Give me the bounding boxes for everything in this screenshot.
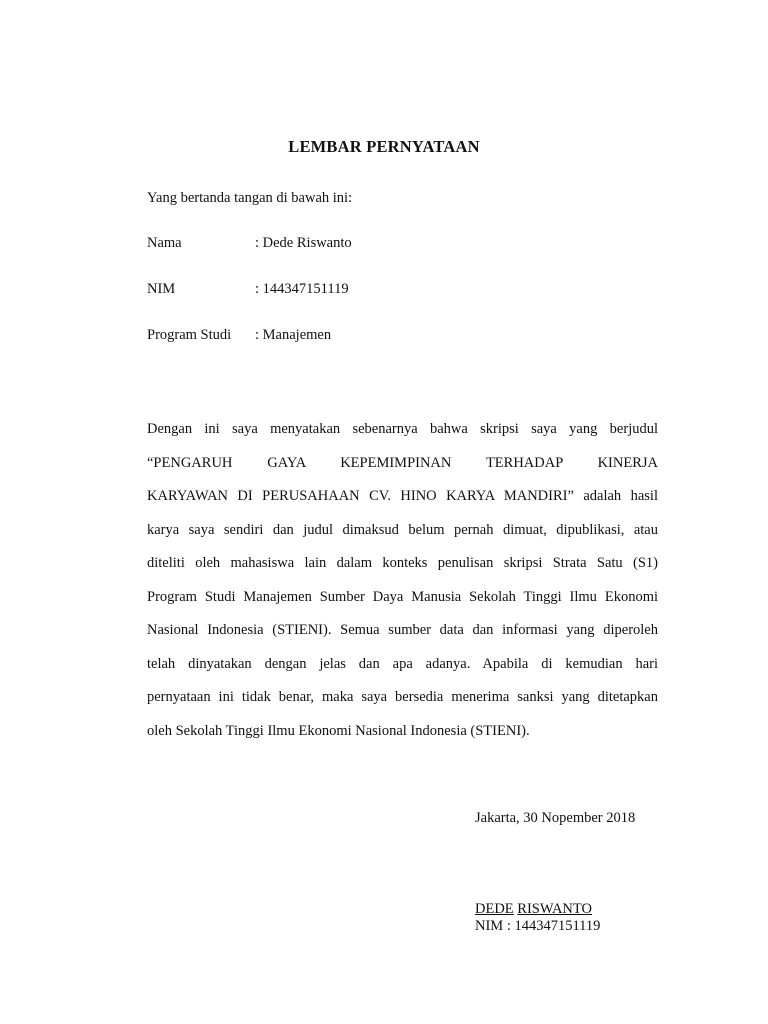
field-value-nim: : 144347151119: [255, 281, 349, 297]
document-title: LEMBAR PERNYATAAN: [288, 137, 480, 156]
statement-line: pernyataan ini tidak benar, maka saya bersedia menerima sanksi yang ditetapkan: [147, 689, 658, 705]
field-value-program-studi: : Manajemen: [255, 327, 332, 343]
statement-line: KARYAWAN DI PERUSAHAAN CV. HINO KARYA MANDIRI” adalah hasil: [147, 488, 658, 504]
statement-paragraph: [147, 413, 658, 748]
place-date: Jakarta, 30 Nopember 2018: [475, 810, 636, 826]
field-label-nim: NIM: [147, 281, 176, 297]
statement-line: Nasional Indonesia (STIENI). Semua sumber data dan informasi yang diperoleh: [147, 622, 658, 638]
statement-line: telah dinyatakan dengan jelas dan apa adanya. Apabila di kemudian hari: [147, 655, 658, 672]
statement-line: Dengan ini saya menyatakan sebenarnya bahwa skripsi saya yang berjudul: [147, 421, 658, 437]
signatory-first-name: DEDE: [475, 901, 514, 917]
statement-line: oleh Sekolah Tinggi Ilmu Ekonomi Nasional Indonesia (STIENI).: [147, 722, 530, 739]
signatory-name: [475, 901, 592, 918]
field-label-nama: Nama: [147, 235, 182, 251]
statement-line: Program Studi Manajemen Sumber Daya Manusia Sekolah Tinggi Ilmu Ekonomi: [147, 588, 658, 605]
statement-line: diteliti oleh mahasiswa lain dalam konteks penulisan skripsi Strata Satu (S1): [147, 555, 658, 571]
signatory-nim: NIM : 144347151119: [475, 918, 601, 934]
field-label-program-studi: Program Studi: [147, 327, 232, 343]
statement-line: karya saya sendiri dan judul dimaksud belum pernah dimuat, dipublikasi, atau: [147, 521, 658, 538]
statement-line: “PENGARUH GAYA KEPEMIMPINAN TERHADAP KINERJA: [147, 454, 658, 471]
field-value-nama: : Dede Riswanto: [255, 235, 352, 251]
intro-text: Yang bertanda tangan di bawah ini:: [147, 190, 353, 206]
signatory-last-name: RISWANTO: [517, 901, 592, 917]
